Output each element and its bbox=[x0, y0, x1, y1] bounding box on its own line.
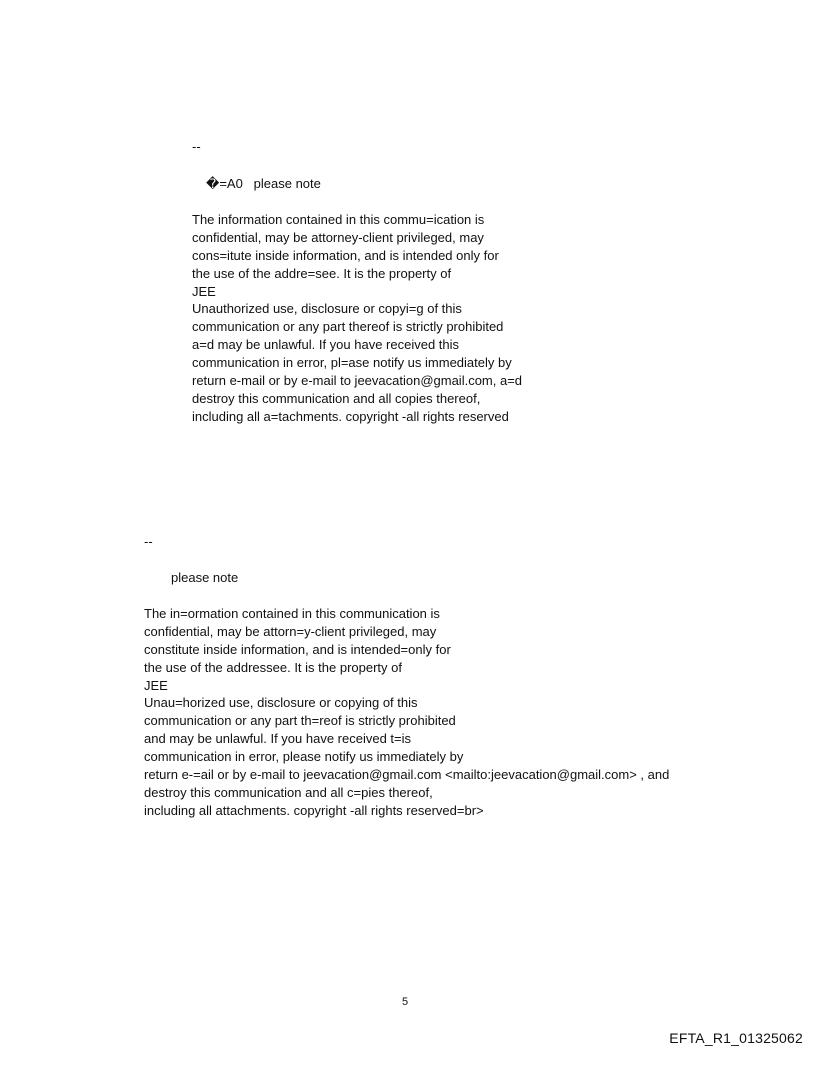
text-line: destroy this communication and all copies thereof, bbox=[192, 390, 481, 406]
text-line: confidential, may be attorney-client privileged, may bbox=[192, 229, 484, 245]
text-line: The in=ormation contained in this communication is bbox=[144, 606, 440, 621]
text-line: confidential, may be attorn=y-client privileged, may bbox=[144, 623, 437, 639]
text-line: Unau=horized use, disclosure or copying of this bbox=[144, 695, 418, 711]
text-line: communication in error, pl=ase notify us immediately by bbox=[192, 355, 512, 371]
text-line: including all a=tachments. copyright -all rights reserved bbox=[192, 408, 509, 424]
text-line: JEE bbox=[192, 283, 216, 299]
text-line: cons=itute inside information, and is intended only for bbox=[192, 247, 499, 263]
text-line: a=d may be unlawful. If you have received this bbox=[192, 337, 460, 353]
text-line: destroy this communication and all c=pies thereof, bbox=[144, 784, 433, 800]
text-line: constitute inside information, and is intended=only for bbox=[144, 641, 451, 657]
text-line: communication or any part thereof is strictly prohibited bbox=[192, 319, 504, 335]
document-id: EFTA_R1_01325062 bbox=[669, 1030, 803, 1046]
note-heading-1: �=A0 please note bbox=[206, 176, 321, 191]
text-line: return e-mail or by e-mail to jeevacation@gmail.com, a=d bbox=[192, 373, 523, 389]
text-line: communication in error, please notify us immediately by bbox=[144, 749, 464, 765]
note-heading-2: please note bbox=[171, 570, 239, 585]
text-line: the use of the addre=see. It is the property of bbox=[192, 265, 452, 281]
disclaimer-body-1 bbox=[192, 211, 522, 426]
text-line: Unauthorized use, disclosure or copyi=g of this bbox=[192, 301, 462, 317]
text-line: return e-=ail or by e-mail to jeevacation@gmail.com <mailto:jeevacation@gmail.com> , and bbox=[144, 767, 670, 783]
separator-2: -- bbox=[144, 534, 153, 549]
disclaimer-body-2 bbox=[144, 605, 669, 820]
text-line: JEE bbox=[144, 677, 168, 693]
separator-1: -- bbox=[192, 139, 201, 154]
text-line: including all attachments. copyright -all rights reserved=br> bbox=[144, 802, 484, 818]
text-line: the use of the addressee. It is the property of bbox=[144, 659, 402, 675]
text-line: communication or any part th=reof is strictly prohibited bbox=[144, 713, 456, 729]
text-line: and may be unlawful. If you have received t=is bbox=[144, 731, 412, 747]
page-number: 5 bbox=[402, 996, 409, 1008]
text-line: The information contained in this commu=ication is bbox=[192, 212, 485, 227]
